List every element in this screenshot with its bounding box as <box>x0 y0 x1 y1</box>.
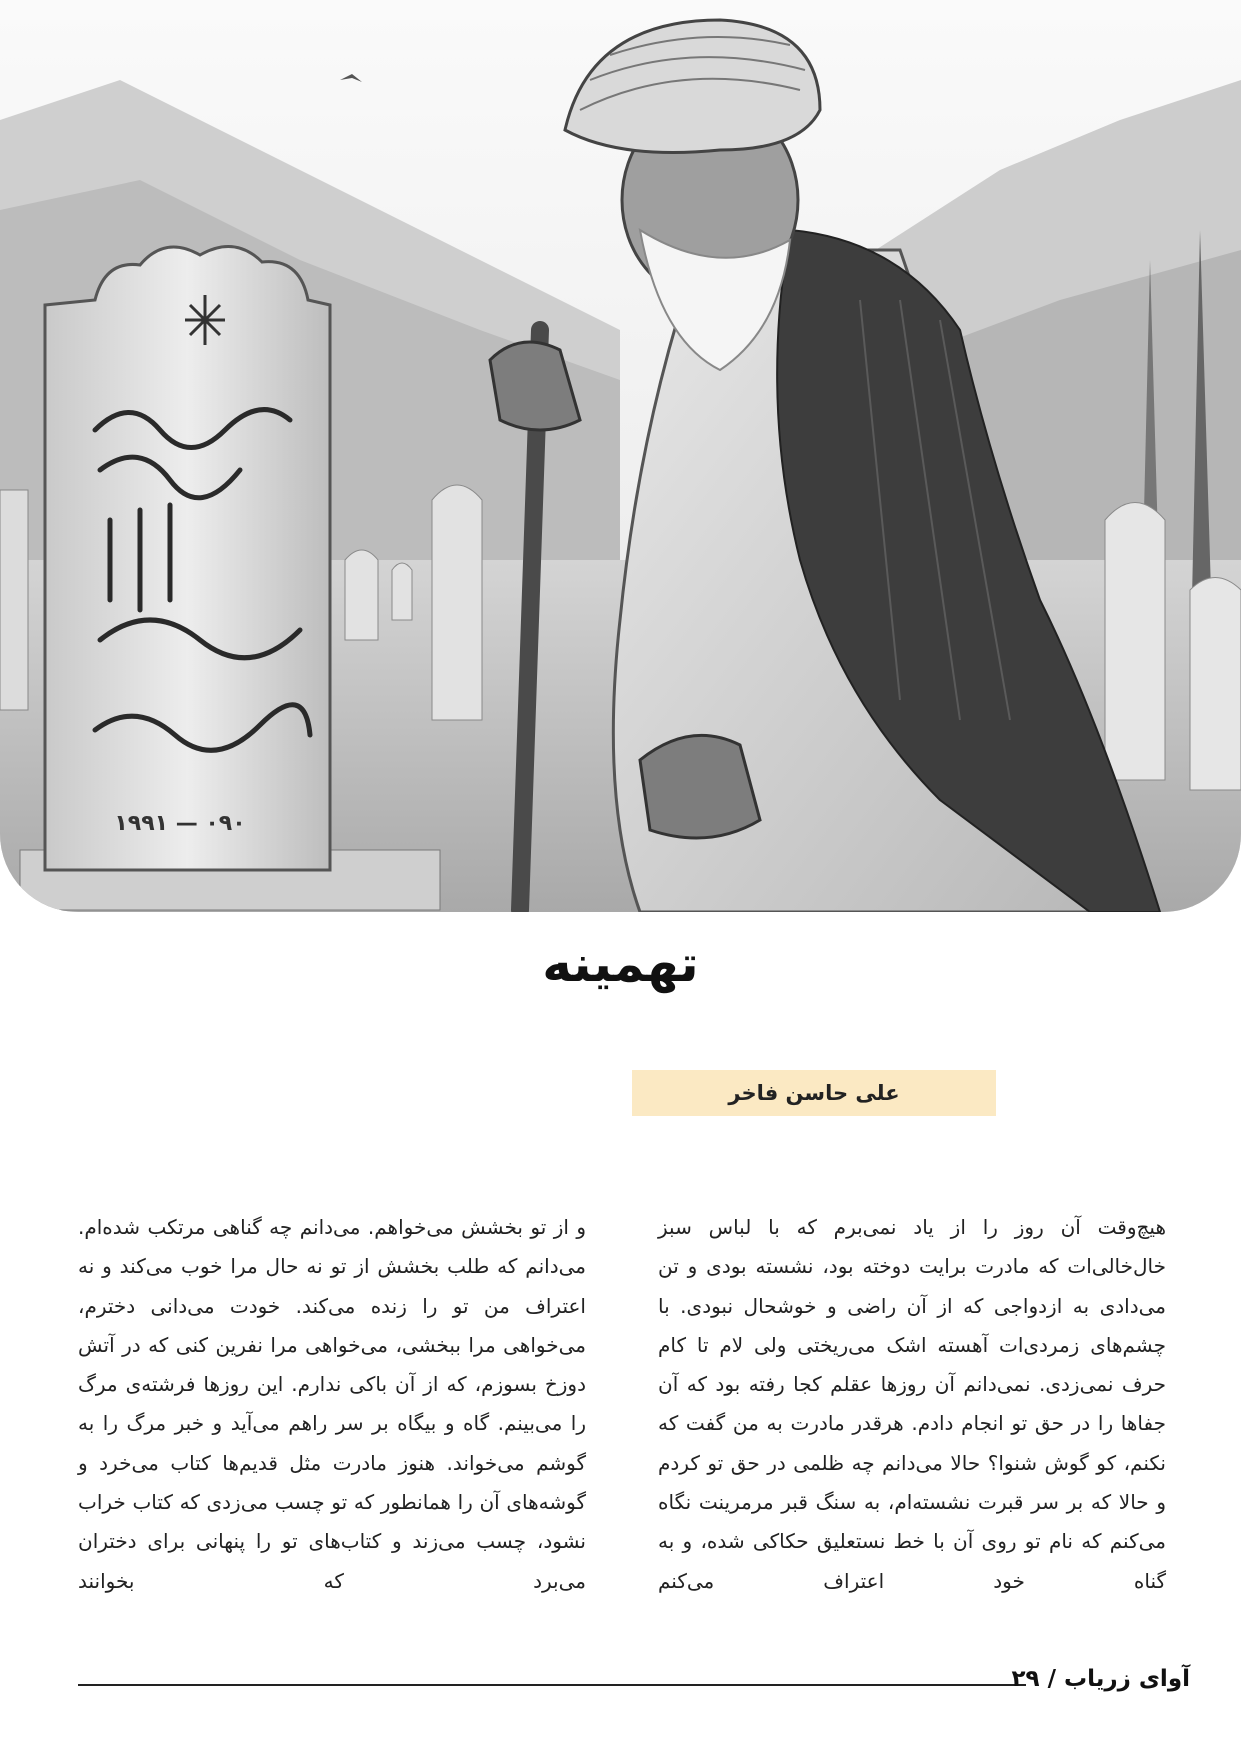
article-title: تهمینه <box>542 935 699 993</box>
background-grave <box>432 485 482 720</box>
gravestone-dates: ۱۹۹۱ — ۰۹۰ <box>114 811 246 836</box>
article-column-left <box>78 1208 586 1601</box>
background-grave <box>1190 578 1241 791</box>
article-column-right <box>658 1208 1166 1601</box>
footer-divider <box>78 1684 1026 1686</box>
footer-page-label: آوای زریاب / ۲۹ <box>1011 1666 1190 1692</box>
paragraph: و از تو بخشش می‌خواهم. می‌دانم چه گناهی مرتکب شده‌ام. می‌دانم که طلب بخشش از تو نه حال مرا خوب می‌کند و نه اعتراف من تو را زنده می‌کند. خودت می‌دانی دخترم، می‌خواهی مرا ببخشی، می‌خواهی مرا نفرین کنی که در آتش دوزخ بسوزم، که از آن باکی ندارم. این روزها فرشته‌ی مرگ را می‌بینم. گاه و بیگاه بر سر راهم می‌آید و خبر مرگ را به گوشم می‌خواند. هنوز مادرت مثل قدیم‌ها کتاب می‌خرد و گوشه‌های آن را همانطور که تو چسب می‌زدی که کتاب خراب نشود، چسب می‌زند و کتاب‌های تو را پنهانی برای دختران می‌برد که بخوانند <box>78 1215 586 1593</box>
old-man-hand-on-knee <box>640 735 760 838</box>
background-grave <box>392 563 412 620</box>
background-grave <box>345 550 378 640</box>
background-grave <box>0 490 28 710</box>
paragraph: هیچ‌وقت آن روز را از یاد نمی‌برم که با لباس سبز خال‌خالی‌ات که مادرت برایت دوخته بود، نشسته بودی و تن می‌دادی به ازدواجی که از آن راضی و خوشحال نبودی. با چشم‌های زمردی‌ات آهسته اشک می‌ریختی ولی لام تا کام حرف نمی‌زدی. نمی‌دانم آن روزها عقلم کجا رفته بود که آن جفاها را در حق تو انجام دادم. هرقدر مادرت به من گفت که نکنم، کو گوش شنوا؟ حالا می‌دانم چه ظلمی در حق تو کردم و حالا که بر سر قبرت نشسته‌ام، به سنگ قبر مرمرینت نگاه می‌کنم که نام تو روی آن با خط نستعلیق حکاکی شده، و به گناه خود اعتراف می‌کنم <box>658 1215 1166 1593</box>
author-name: علی حاسن فاخر <box>632 1070 996 1116</box>
gravestone <box>45 246 330 870</box>
background-grave <box>1105 503 1165 781</box>
